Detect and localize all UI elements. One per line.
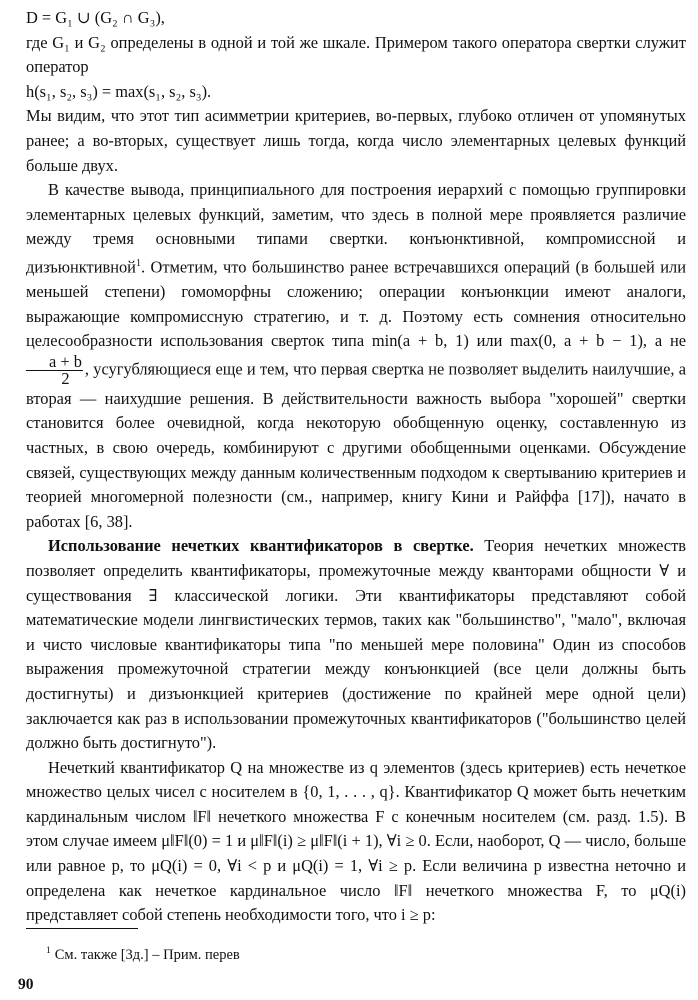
footnote-text: См. также [3д.] – Прим. перев [54,946,240,963]
conclusion-text-2: . Отметим, что большинство ранее встречавшихся операций (в большей или меньшей степени) гомоморфны сложению; операции конъюнкции имеют аналоги, выражающие компромиссную стратегию, и т. д. Поэтому есть сомнения относительно целесообразности использования сверток типа min(a + b, 1) или max(0, a + b − 1), а не [26,257,686,351]
paragraph-quantifiers [26,534,686,755]
page-number: 90 [18,976,34,993]
section-heading: Использование нечетких квантификаторов в свертке. [48,536,474,556]
footnote-mark: 1 [46,946,51,956]
fraction-denominator: 2 [61,368,70,388]
paragraph-asymmetry: Мы видим, что этот тип асимметрии критериев, во-первых, глубоко отличен от упомянутых ранее; а во-вторых, существует лишь тогда, когда число элементарных целевых функций больше двух. [26,106,686,175]
conclusion-text-3: , усугубляющиеся еще и тем, что первая свертка не позволяет выделить наилучшие, а вторая — наихудшие решения. В действительности важность выбора "хорошей" свертки становится более очевидной, когда некоторую обобщенную оценку, составленную из частных, в свою очередь, комбинируют с другими обобщенными оценками. Обсуждение связей, существующих между данным количественным подходом к свертыванию критериев и теорией многомерной полезности (см., например, книгу Кини и Райффа [17]), начато в работах [6, 38]. [26,359,686,531]
paragraph-conclusion [26,178,686,534]
page-body [26,6,686,928]
formula-union: D = G₁ ∪ (G₂ ∩ G₃), [26,8,165,27]
formula-max: h(s₁, s₂, s₃) = max(s₁, s₂, s₃). [26,81,212,101]
conclusion-text-1: В качестве вывода, принципиального для построения иерархий с помощью группировки элементарных целевых функций, заметим, что здесь в полной мере проявляется различие между тремя основными типами свертки. конъюнктивной, компромиссной и дизъюнктивной [26,180,686,277]
fraction-numerator: a + b [26,354,83,371]
paragraph-intro: где G₁ и G₂ определены в одной и той же шкале. Примером такого оператора свертки служит оператор [26,32,686,77]
quantifiers-text: Теория нечетких множеств позволяет определить квантификаторы, промежуточные между кванторами общности ∀ и существования ∃ классической логики. Эти квантификаторы представляют собой математические модели лингвистических термов, таких как "большинство", "мало", включая и чисто числовые квантификаторы типа "по меньшей мере половина" Один из способов выражения промежуточной стратегии между конъюнкцией (все цели должны быть достигнуты) и дизъюнкцией критериев (достижение по крайней мере одной цели) заключается как раз в использовании промежуточных квантификаторов ("большинство целей должно быть достигнуто"). [26,536,686,753]
paragraph-fuzzy-quantifier: Нечеткий квантификатор Q на множестве из q элементов (здесь критериев) есть нечеткое множество целых чисел с носителем в {0, 1, . . . , q}. Квантификатор Q может быть нечетким кардинальным числом ‖F‖ нечеткого множества F с конечным носителем (см. разд. 1.5). В этом случае имеем μ‖F‖(0) = 1 и μ‖F‖(i) ≥ μ‖F‖(i + 1), ∀i ≥ 0. Если, наоборот, Q — число, больше или равное p, то μQ(i) = 0, ∀i < p и μQ(i) = 1, ∀i ≥ p. Если величина p известна неточно и определена как нечеткое кардинальное число ‖F‖ нечеткого множества F, то μQ(i) представляет собой степень необходимости того, что i ≥ p: [26,757,686,925]
footnote-reference[interactable]: 1 [135,257,141,269]
footnote-divider [26,928,138,929]
footnote [46,942,240,964]
fraction-a-plus-b-over-2 [26,351,83,388]
